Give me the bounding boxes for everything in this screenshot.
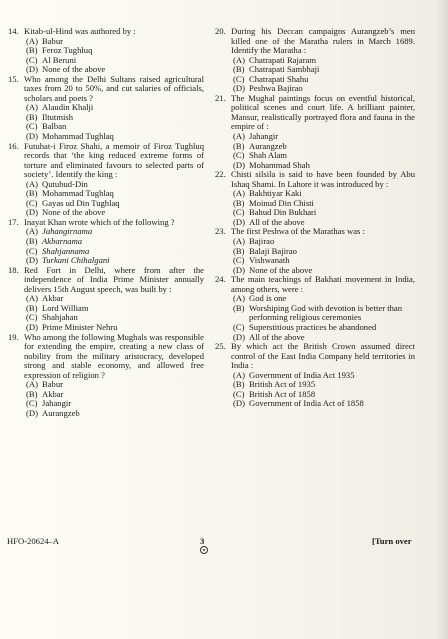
answer-option xyxy=(8,390,204,400)
question-block xyxy=(8,266,204,333)
option-letter: (C) xyxy=(233,388,245,399)
option-text: Akbarnama xyxy=(42,236,83,247)
answer-option xyxy=(8,294,204,304)
right-column xyxy=(215,27,415,409)
option-letter: (A) xyxy=(233,369,245,380)
option-text: Qutubud-Din xyxy=(42,178,88,189)
option-letter: (B) xyxy=(233,302,245,313)
option-text: Al Beruni xyxy=(42,54,77,65)
question-block xyxy=(8,27,204,75)
option-text: Aurangzeb xyxy=(249,140,287,151)
option-letter: (C) xyxy=(26,312,38,323)
option-text: Aurangzeb xyxy=(42,407,80,418)
question-number: 22. xyxy=(215,169,226,180)
option-text: Chatrapati Rajaram xyxy=(249,54,317,65)
option-letter: (D) xyxy=(233,331,245,342)
option-text: Mohammad Tughlaq xyxy=(42,131,114,142)
answer-option xyxy=(215,142,415,152)
answer-option xyxy=(215,151,415,161)
option-letter: (D) xyxy=(26,131,38,142)
question-block xyxy=(215,275,415,342)
question xyxy=(215,170,415,189)
answer-option xyxy=(215,189,415,199)
question-number: 19. xyxy=(8,331,19,342)
answer-option xyxy=(8,37,204,47)
question-text: By which act the British Crown assumed direct control of the East India Company held territories in India : xyxy=(231,341,415,371)
option-letter: (D) xyxy=(26,255,38,266)
option-text: Jahangirnama xyxy=(42,226,93,237)
option-text: Chatrapati Sambhaji xyxy=(249,64,320,75)
option-text: Balaji Bajirao xyxy=(249,245,297,256)
question-block xyxy=(8,75,204,142)
option-text: Jahangir xyxy=(42,398,72,409)
registration-mark-icon xyxy=(200,546,208,554)
answer-option xyxy=(215,247,415,257)
question-block xyxy=(215,27,415,94)
question-text: Futuhat-i Firoz Shahi, a memoir of Firoz Tughluq records that ‘the king reduced extreme forms of torture and eliminated favours to selected parts of society’. Identify the king : xyxy=(24,140,204,180)
option-text: Feroz Tughluq xyxy=(42,45,93,56)
question xyxy=(215,94,415,132)
booklet-code: HFO-20624–A xyxy=(7,536,60,546)
option-letter: (B) xyxy=(26,45,38,56)
question-text: Red Fort in Delhi, where from after the independence of India Prime Minister annually delivers 15th August speech, was built by : xyxy=(24,264,204,294)
option-text: British Act of 1858 xyxy=(249,388,316,399)
answer-option xyxy=(215,399,415,409)
question-text: Kitab-ul-Hind was authored by : xyxy=(24,26,136,36)
option-letter: (A) xyxy=(26,226,38,237)
option-letter: (B) xyxy=(233,245,245,256)
option-text: Government of India Act 1935 xyxy=(249,369,355,380)
question-number: 24. xyxy=(215,274,226,285)
option-text: Iltutmish xyxy=(42,111,74,122)
option-text: Prime Minister Nehru xyxy=(42,321,118,332)
option-text: Lord William xyxy=(42,302,89,313)
option-letter: (A) xyxy=(233,54,245,65)
question xyxy=(8,142,204,180)
option-text: Bajirao xyxy=(249,236,275,247)
question-number: 23. xyxy=(215,226,226,237)
option-text: Shahjahan xyxy=(42,312,78,323)
answer-option xyxy=(8,237,204,247)
question-number: 25. xyxy=(215,341,226,352)
question-text: Who among the Delhi Sultans raised agricultural taxes from 20 to 50%, and cut salaries of officials, scholars and poets ? xyxy=(24,73,204,103)
option-text: None of the above xyxy=(42,207,106,218)
answer-option xyxy=(8,46,204,56)
option-letter: (B) xyxy=(26,188,38,199)
option-text: Turkani Chihalgani xyxy=(42,255,110,266)
answer-option xyxy=(215,237,415,247)
question xyxy=(215,342,415,371)
option-text: Alaudin Khalji xyxy=(42,102,94,113)
option-letter: (B) xyxy=(233,64,245,75)
option-text: Bakhtiyar Kaki xyxy=(249,188,302,199)
option-text: Babur xyxy=(42,35,64,46)
option-text: None of the above xyxy=(249,264,313,275)
question xyxy=(8,333,204,381)
option-letter: (D) xyxy=(233,83,245,94)
answer-option xyxy=(8,409,204,419)
answer-option xyxy=(215,208,415,218)
question xyxy=(215,275,415,294)
question-number: 21. xyxy=(215,92,226,103)
question-block xyxy=(215,170,415,227)
option-text: Babur xyxy=(42,379,64,390)
option-letter: (C) xyxy=(233,255,245,266)
option-text: Gayas ud Din Tughlaq xyxy=(42,197,120,208)
question-number: 17. xyxy=(8,216,19,227)
option-letter: (D) xyxy=(233,398,245,409)
option-text: Moinud Din Chisti xyxy=(249,197,314,208)
option-text: Shahjannama xyxy=(42,245,90,256)
question-number: 18. xyxy=(8,264,19,275)
option-letter: (A) xyxy=(233,293,245,304)
option-text: Mohammad Tughlaq xyxy=(42,188,114,199)
option-letter: (A) xyxy=(26,178,38,189)
question-block xyxy=(215,94,415,170)
question-text: During his Deccan campaigns Aurangzeb’s men killed one of the Maratha rulers in March 1689. Identify the Maratha : xyxy=(231,26,415,56)
option-text: Bahud Din Bukhari xyxy=(249,207,317,218)
question xyxy=(215,27,415,56)
answer-option xyxy=(215,65,415,75)
option-letter: (B) xyxy=(233,140,245,151)
option-text: None of the above xyxy=(42,64,106,75)
option-letter: (B) xyxy=(26,302,38,313)
question-block xyxy=(215,227,415,275)
answer-option xyxy=(8,227,204,237)
option-letter: (D) xyxy=(233,264,245,275)
option-text: Akbar xyxy=(42,388,64,399)
answer-option xyxy=(215,304,415,323)
page-number: 3 xyxy=(200,536,205,546)
question-number: 14. xyxy=(8,26,19,36)
option-letter: (C) xyxy=(26,398,38,409)
option-letter: (D) xyxy=(26,207,38,218)
question-block xyxy=(215,342,415,409)
question-number: 20. xyxy=(215,26,226,36)
option-letter: (C) xyxy=(26,197,38,208)
option-text: All of the above xyxy=(249,331,305,342)
turn-over-label: [Turn over xyxy=(372,536,412,546)
question-number: 15. xyxy=(8,73,19,84)
option-text: Balban xyxy=(42,121,67,132)
answer-option xyxy=(215,75,415,85)
option-letter: (A) xyxy=(26,102,38,113)
option-letter: (C) xyxy=(233,321,245,332)
option-letter: (C) xyxy=(26,245,38,256)
question xyxy=(215,227,415,237)
page-edge-shadow xyxy=(436,0,448,639)
question-block xyxy=(8,333,204,419)
option-text: Peshwa Bajirao xyxy=(249,83,303,94)
option-letter: (C) xyxy=(233,207,245,218)
question-block xyxy=(8,218,204,266)
answer-option xyxy=(8,380,204,390)
option-letter: (D) xyxy=(233,159,245,170)
option-letter: (D) xyxy=(26,64,38,75)
question-text: Who among the following Mughals was responsible for extending the empire, creating a new class of nobility from the military aristocracy, developed strong and stable economy, and allowed free expression of religion ? xyxy=(24,331,204,380)
option-letter: (A) xyxy=(233,131,245,142)
question-block xyxy=(8,142,204,218)
option-letter: (A) xyxy=(233,188,245,199)
option-letter: (B) xyxy=(233,197,245,208)
answer-option xyxy=(8,113,204,123)
option-letter: (C) xyxy=(233,73,245,84)
left-column xyxy=(8,27,204,418)
option-letter: (B) xyxy=(26,236,38,247)
option-letter: (A) xyxy=(26,293,38,304)
option-letter: (D) xyxy=(26,321,38,332)
option-text: Chatrapati Shahu xyxy=(249,73,309,84)
question-text: The main teachings of Bakhati movement in India, among others, were : xyxy=(231,274,415,294)
option-letter: (D) xyxy=(26,407,38,418)
option-letter: (A) xyxy=(26,35,38,46)
question xyxy=(8,266,204,295)
option-text: Akbar xyxy=(42,293,64,304)
option-letter: (C) xyxy=(26,121,38,132)
option-text: Vishwanath xyxy=(249,255,290,266)
question-text: The first Peshwa of the Marathas was : xyxy=(231,226,365,237)
option-text: Government of India Act of 1858 xyxy=(249,398,364,409)
option-text: All of the above xyxy=(249,216,305,227)
option-letter: (B) xyxy=(26,388,38,399)
answer-option xyxy=(8,103,204,113)
option-letter: (A) xyxy=(233,236,245,247)
answer-option xyxy=(215,132,415,142)
question-text: Chisti silsila is said to have been founded by Abu Ishaq Shami. In Lahore it was introduced by : xyxy=(231,169,415,189)
question-text: Inayat Khan wrote which of the following ? xyxy=(24,216,175,227)
option-text: Worshiping God with devotion is better than performing religious ceremonies xyxy=(249,302,403,323)
option-text: Mohammad Shah xyxy=(249,159,310,170)
option-letter: (C) xyxy=(26,54,38,65)
answer-option xyxy=(8,304,204,314)
option-letter: (A) xyxy=(26,379,38,390)
option-letter: (C) xyxy=(233,150,245,161)
option-text: Shah Alam xyxy=(249,150,287,161)
answer-option xyxy=(215,323,415,333)
answer-option xyxy=(215,256,415,266)
option-text: God is one xyxy=(249,293,287,304)
option-text: British Act of 1935 xyxy=(249,379,316,390)
option-text: Superstitious practices be abandoned xyxy=(249,321,377,332)
option-letter: (B) xyxy=(233,379,245,390)
question-number: 16. xyxy=(8,140,19,151)
question xyxy=(8,75,204,104)
option-letter: (D) xyxy=(233,216,245,227)
option-letter: (B) xyxy=(26,111,38,122)
question-text: The Mughal paintings focus on eventful historical, political scenes and court life. A brilliant painter, Mansur, realistically portrayed flora and fauna in the empire of : xyxy=(231,92,415,132)
option-text: Jahangir xyxy=(249,131,279,142)
